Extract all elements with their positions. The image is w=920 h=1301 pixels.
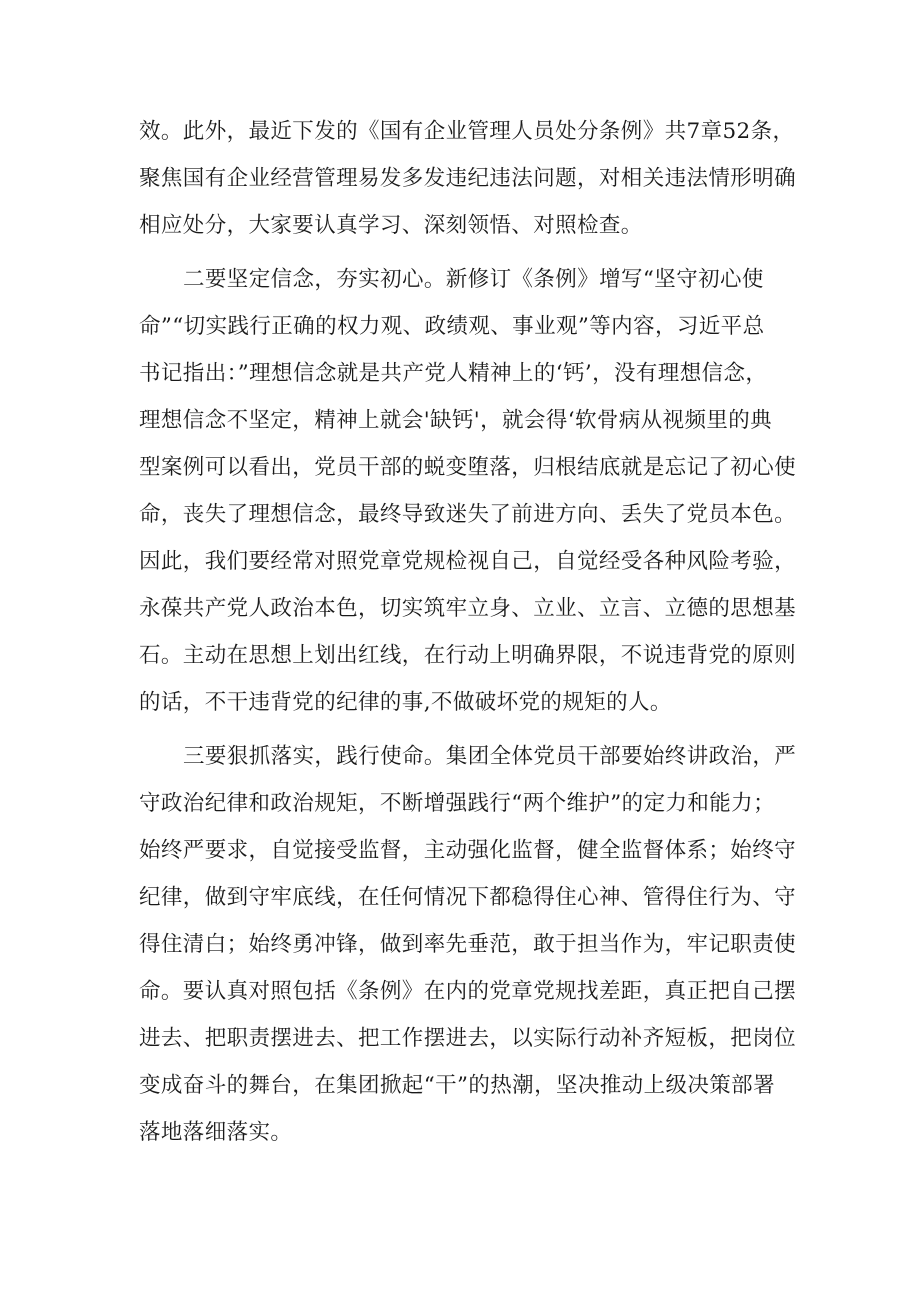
paragraph-3-line-5: 得住清白；始终勇冲锋，做到率先垂范，敢于担当作为，牢记职责使 <box>139 932 797 957</box>
paragraph-2-line-4: 理想信念不坚定，精神上就会'缺钙'，就会得‘软骨病从视频里的典 <box>139 408 773 433</box>
paragraph-2-line-10: 的话，不干违背党的纪律的事,不做破坏党的规矩的人。 <box>139 690 672 715</box>
paragraph-3-line-3: 始终严要求，自觉接受监督，主动强化监督，健全监督体系；始终守 <box>139 838 797 863</box>
paragraph-2-line-8: 永葆共产党人政治本色，切实筑牢立身、立业、立言、立德的思想基 <box>139 596 797 621</box>
paragraph-2-line-3: 书记指出：”理想信念就是共产党人精神上的‘钙’，没有理想信念， <box>139 361 768 386</box>
paragraph-2-line-1: 二要坚定信念，夯实初心。新修订《条例》增写“坚守初心使 <box>183 267 764 292</box>
paragraph-1-line-1: 效。此外，最近下发的《国有企业管理人员处分条例》共7章52条， <box>139 119 795 144</box>
paragraph-1-line-2: 聚焦国有企业经营管理易发多发违纪违法问题，对相关违法情形明确 <box>139 166 797 191</box>
paragraph-3-line-9: 落地落细落实。 <box>139 1120 293 1145</box>
paragraph-3-line-6: 命。要认真对照包括《条例》在内的党章党规找差距，真正把自己摆 <box>139 979 797 1004</box>
paragraph-2-line-6: 命，丧失了理想信念，最终导致迷失了前进方向、丢失了党员本色。 <box>139 502 797 527</box>
paragraph-2-line-2: 命”“切实践行正确的权力观、政绩观、事业观”等内容，习近平总 <box>139 314 765 339</box>
paragraph-3-line-8: 变成奋斗的舞台，在集团掀起“干”的热潮，坚决推动上级决策部署 <box>139 1073 775 1098</box>
paragraph-2-line-7: 因此，我们要经常对照党章党规检视自己，自觉经受各种风险考验， <box>139 549 797 574</box>
paragraph-2-line-9: 石。主动在思想上划出红线，在行动上明确界限，不说违背党的原则 <box>139 643 797 668</box>
paragraph-3-line-7: 进去、把职责摆进去、把工作摆进去，以实际行动补齐短板，把岗位 <box>139 1026 797 1051</box>
paragraph-3-line-2: 守政治纪律和政治规矩，不断增强践行“两个维护”的定力和能力； <box>139 791 775 816</box>
paragraph-3-line-1: 三要狠抓落实，践行使命。集团全体党员干部要始终讲政治，严 <box>183 744 797 769</box>
paragraph-3-line-4: 纪律，做到守牢底线，在任何情况下都稳得住心神、管得住行为、守 <box>139 885 797 910</box>
paragraph-2-line-5: 型案例可以看出，党员干部的蜕变堕落，归根结底就是忘记了初心使 <box>139 455 797 480</box>
paragraph-1-line-3: 相应处分，大家要认真学习、深刻领悟、对照检查。 <box>139 213 643 238</box>
